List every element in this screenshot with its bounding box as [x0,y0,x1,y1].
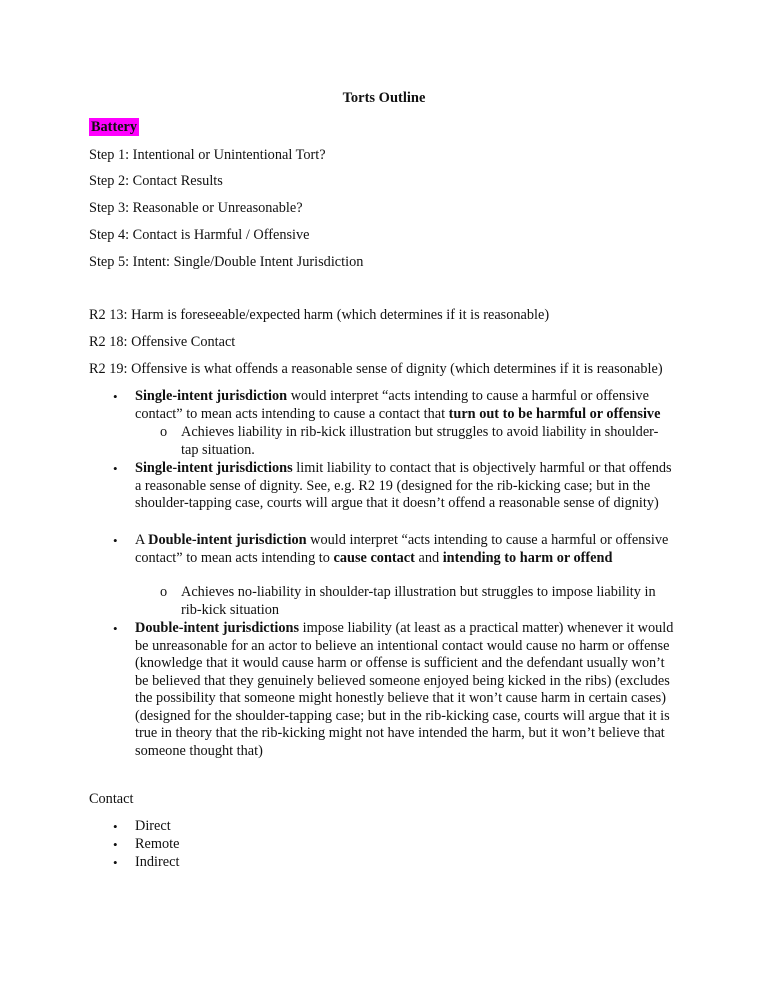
bullet-icon: • [113,461,118,476]
step-4: Step 4: Contact is Harmful / Offensive [89,227,310,243]
item-text: and [414,549,443,566]
term-bold: cause contact [333,549,415,566]
item-text: Achieves liability in rib-kick illustration but struggles to avoid liability in shoulder-tap situation. [181,424,659,458]
list-item [113,388,675,423]
list-item [113,460,675,513]
list-item [113,836,675,854]
term-bold: Single-intent jurisdiction [135,388,288,404]
step-1: Step 1: Intentional or Unintentional Tort? [89,147,326,163]
list-item [113,532,675,567]
item-text: would interpret “acts intending to cause a harmful or offensive contact” to mean acts intending to cause a contact that [135,388,649,422]
list-item [113,818,675,836]
item-text: Direct [135,818,171,834]
item-text: Achieves no-liability in shoulder-tap illustration but struggles to impose liability in rib-kick situation [181,584,656,618]
item-text: Indirect [135,854,180,870]
term-bold: Single-intent jurisdictions [135,460,293,476]
term-bold: turn out to be harmful or offensive [448,405,661,422]
item-text: Remote [135,836,180,852]
term-bold: Double-intent jurisdiction [148,532,307,548]
sub-bullet-icon: o [160,584,168,600]
page-title: Torts Outline [342,90,426,106]
bullet-icon: • [113,819,118,834]
step-5: Step 5: Intent: Single/Double Intent Jurisdiction [89,254,364,270]
item-text: would interpret “acts intending to cause a harmful or offensive contact” to mean acts intending to [135,532,669,566]
list-item [113,620,675,760]
bullet-icon: • [113,533,118,548]
bullet-icon: • [113,855,118,870]
sub-list-item [160,584,673,619]
bullet-icon: • [113,837,118,852]
item-text: A [135,532,149,548]
section-heading-battery: Battery [91,119,138,135]
restatement-18: R2 18: Offensive Contact [89,334,236,350]
step-2: Step 2: Contact Results [89,173,223,189]
list-item [113,854,675,872]
contact-heading: Contact [89,791,134,807]
item-text: impose liability (at least as a practical matter) whenever it would be unreasonable for an actor to believe an intentional contact would cause no harm or offense (knowledge that it would cause harm or offense is sufficient and the defendant usually won’t be believed that they genuinely believed someone enjoyed being kicked in the ribs) (excludes the possibility that someone might honestly believe that it won’t cause harm in certain cases) (designed for the shoulder-tapping case; but in the rib-kicking case, courts will argue that it is true in theory that the rib-kicking might not have intended the harm, but it won’t believe that someone thought that) [135,620,674,759]
step-3: Step 3: Reasonable or Unreasonable? [89,200,303,216]
bullet-icon: • [113,621,118,636]
term-bold: intending to harm or offend [442,549,613,566]
bullet-icon: • [113,389,118,404]
sub-bullet-icon: o [160,424,168,440]
item-text: limit liability to contact that is objectively harmful or that offends a reasonable sense of dignity. See, e.g. R2 19 (designed for the rib-kicking case; but in the shoulder-tapping case, courts will argue that it doesn’t offend a reasonable sense of dignity) [135,460,672,511]
sub-list-item [160,424,673,459]
term-bold: Double-intent jurisdictions [135,620,300,636]
restatement-13: R2 13: Harm is foreseeable/expected harm (which determines if it is reasonable) [89,307,550,323]
restatement-19: R2 19: Offensive is what offends a reasonable sense of dignity (which determines if it is reasonable) [89,361,663,377]
